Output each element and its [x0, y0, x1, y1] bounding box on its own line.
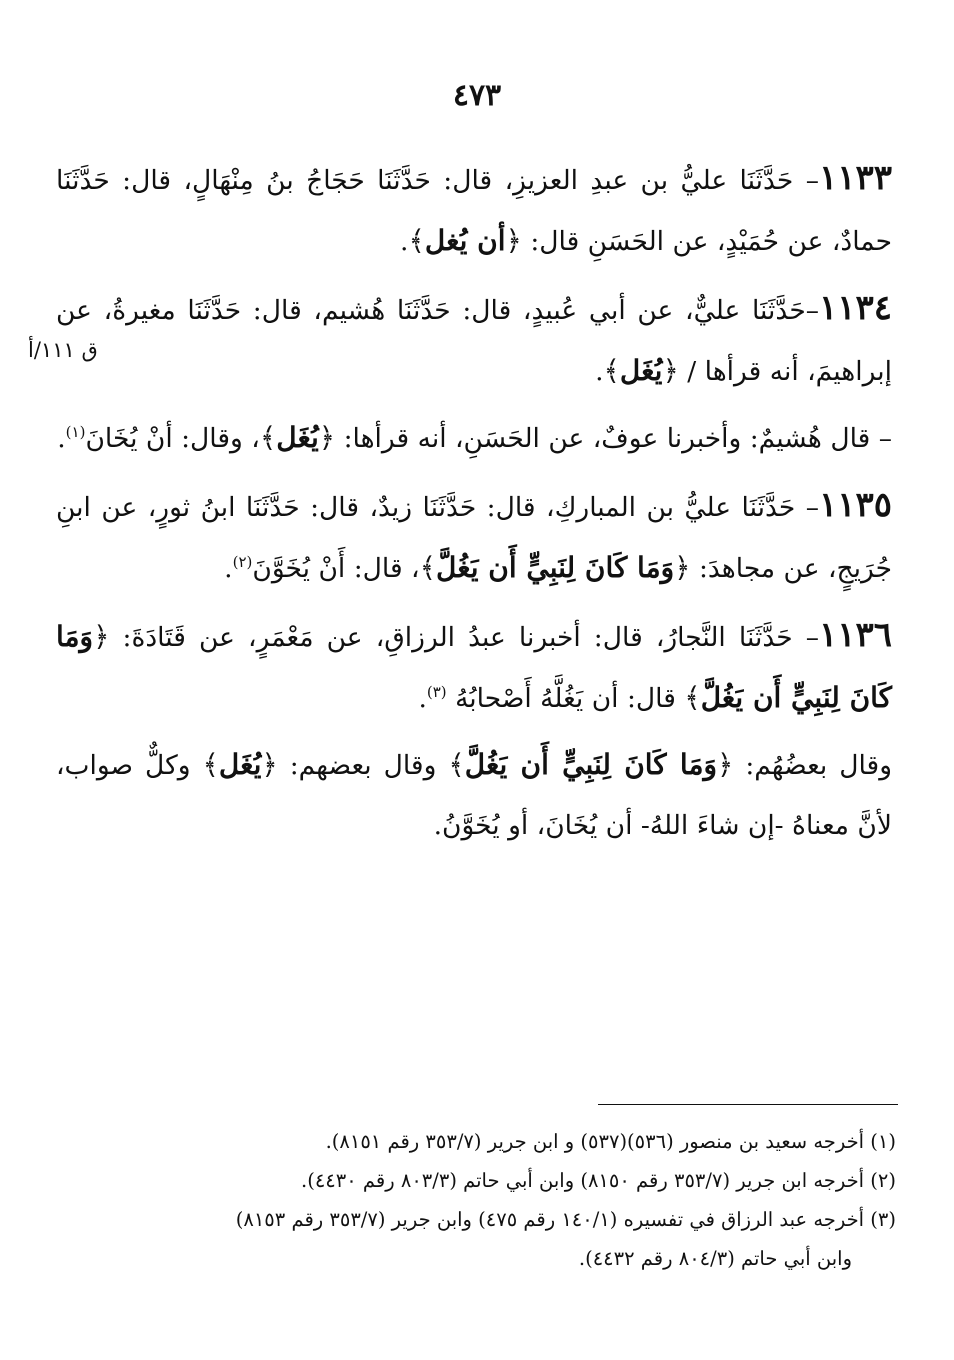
quran-text: وَمَا كَانَ لِنَبِيٍّ أَن يَغُلَّ [464, 748, 717, 781]
ornate-bracket-close: ﴾ [408, 224, 425, 257]
note-text: – قال هُشيمٌ: وأخبرنا عوفٌ، عن الحَسَنِ، أنه قرأها: [335, 423, 892, 454]
hadith-1135 [56, 475, 892, 599]
hadith-text-end: . [595, 356, 604, 387]
hadith-text: – حَدَّثَنَا عليُّ بن المباركِ، قال: حَدَّثَنَا زيدٌ، قال: حَدَّثَنَا ابنُ ثورٍ، عن ابنِ جُرَيجٍ، عن مجاهدَ: [56, 492, 892, 584]
note-text-end: . [57, 423, 66, 454]
manuscript-folio-note: ق ١١١/أ [28, 338, 98, 362]
footnote-ref-1[interactable]: (١) [65, 423, 86, 442]
ornate-bracket-open: ﴿ [505, 224, 522, 257]
quran-text: يُغَل [218, 748, 262, 781]
remark-text: وقال بعضُهُم: [733, 750, 892, 781]
hadith-text: – حَدَّثَنَا عليُّ بن عبدِ العزيزِ، قال: حَدَّثَنَا حَجَاجُ بنُ مِنْهَالٍ، قال: حَدَّثَنَا حمادٌ، عن حُمَيْدٍ، عن الحَسَنِ قال: [56, 165, 892, 257]
hadith-text: –حَدَّثَنَا عليٌّ، عن أبي عُبيدٍ، قال: حَدَّثَنَا هُشيم، قال: حَدَّثَنَا مغيرةُ، عن إبراهيمَ، أنه قرأها / [56, 295, 892, 387]
hadith-1136 [56, 605, 892, 729]
hadith-text: – حَدَّثَنَا النَّجارُ، قال: أخبرنا عبدُ الرزاقِ، عن مَعْمَرٍ، عن قَتَادَةَ: [109, 622, 819, 653]
hadith-1133 [56, 148, 892, 272]
ornate-bracket-open: ﴿ [662, 354, 679, 387]
footnote-text: (١) أخرجه سعيد بن منصور (٥٣٦)(٥٣٧) و ابن جرير (٣٥٣/٧ رقم ٨١٥١). [325, 1130, 896, 1153]
main-text [56, 148, 892, 856]
quran-quote [448, 748, 733, 781]
remark-text-continued: وقال بعضهم: [277, 750, 449, 781]
quran-quote [260, 421, 335, 454]
ornate-bracket-close: ﴾ [259, 421, 277, 454]
hadith-1134 [56, 278, 892, 402]
ornate-bracket-close: ﴾ [684, 681, 701, 714]
footnote-3 [56, 1200, 896, 1278]
footnote-2 [56, 1161, 896, 1200]
hadith-number: ١١٣٦ [818, 615, 892, 655]
footnote-text-continued: وابن أبي حاتم (٨٠٤/٣ رقم ٤٤٣٢). [578, 1247, 852, 1270]
quran-text: يُغَل [619, 354, 663, 387]
ornate-bracket-open: ﴿ [261, 748, 278, 781]
concluding-remark [56, 735, 892, 856]
hadith-text-end: . [400, 226, 409, 257]
quran-quote [420, 551, 691, 584]
quran-quote [604, 354, 679, 387]
footnote-ref-2[interactable]: (٢) [232, 553, 253, 572]
hadith-text-end: . [224, 553, 233, 584]
quran-quote-2 [202, 748, 277, 781]
quran-quote [408, 224, 521, 257]
footnote-text: (٣) أخرجه عبد الرزاق في تفسيره (١٤٠/١ رقم ٤٧٥) وابن جرير (٣٥٣/٧ رقم ٨١٥٣) [235, 1208, 896, 1231]
hadith-1134-note [56, 408, 892, 469]
hadith-text-end: . [418, 683, 427, 714]
ornate-bracket-open: ﴿ [716, 748, 734, 781]
ornate-bracket-close: ﴾ [202, 748, 219, 781]
quran-text: وَمَا كَانَ لِنَبِيٍّ أَن يَغُلَّ [436, 551, 675, 584]
hadith-number: ١١٣٤ [818, 288, 893, 328]
hadith-text-continued: قال: أن يَغُلَّهُ أَصْحابُهُ [446, 683, 685, 714]
hadith-number: ١١٣٣ [818, 158, 892, 198]
note-text-continued: ، وقال: أنْ يُخَانَ [85, 423, 260, 454]
hadith-text-continued: ، قال: أَنْ يُخَوَّنَ [252, 553, 420, 584]
page-number: ٤٧٣ [452, 78, 502, 113]
quran-text: وَمَا كَانَ لِنَبِيٍّ أَن يَغُلَّ [56, 620, 892, 714]
footnote-separator [598, 1104, 898, 1105]
ornate-bracket-close: ﴾ [419, 551, 437, 584]
ornate-bracket-open: ﴿ [93, 620, 110, 653]
remark-text-end: وكلٌّ صواب، لأنَّ معناهُ -إن شاءَ اللهُ- أن يُخَانَ، أو يُخَوَّنُ. [56, 750, 892, 841]
quran-text: أن يُغل [424, 224, 506, 257]
ornate-bracket-close: ﴾ [603, 354, 620, 387]
ornate-bracket-open: ﴿ [318, 421, 336, 454]
footnotes [56, 1122, 896, 1278]
quran-text: يُغَل [276, 421, 319, 454]
footnote-1 [56, 1122, 896, 1161]
footnote-text: (٢) أخرجه ابن جرير (٣٥٣/٧ رقم ٨١٥٠) وابن أبي حاتم (٨٠٣/٣ رقم ٤٤٣٠). [301, 1169, 896, 1192]
ornate-bracket-open: ﴿ [674, 551, 691, 584]
footnote-ref-3[interactable]: (٣) [426, 683, 447, 702]
ornate-bracket-close: ﴾ [448, 748, 465, 781]
hadith-number: ١١٣٥ [818, 485, 892, 525]
